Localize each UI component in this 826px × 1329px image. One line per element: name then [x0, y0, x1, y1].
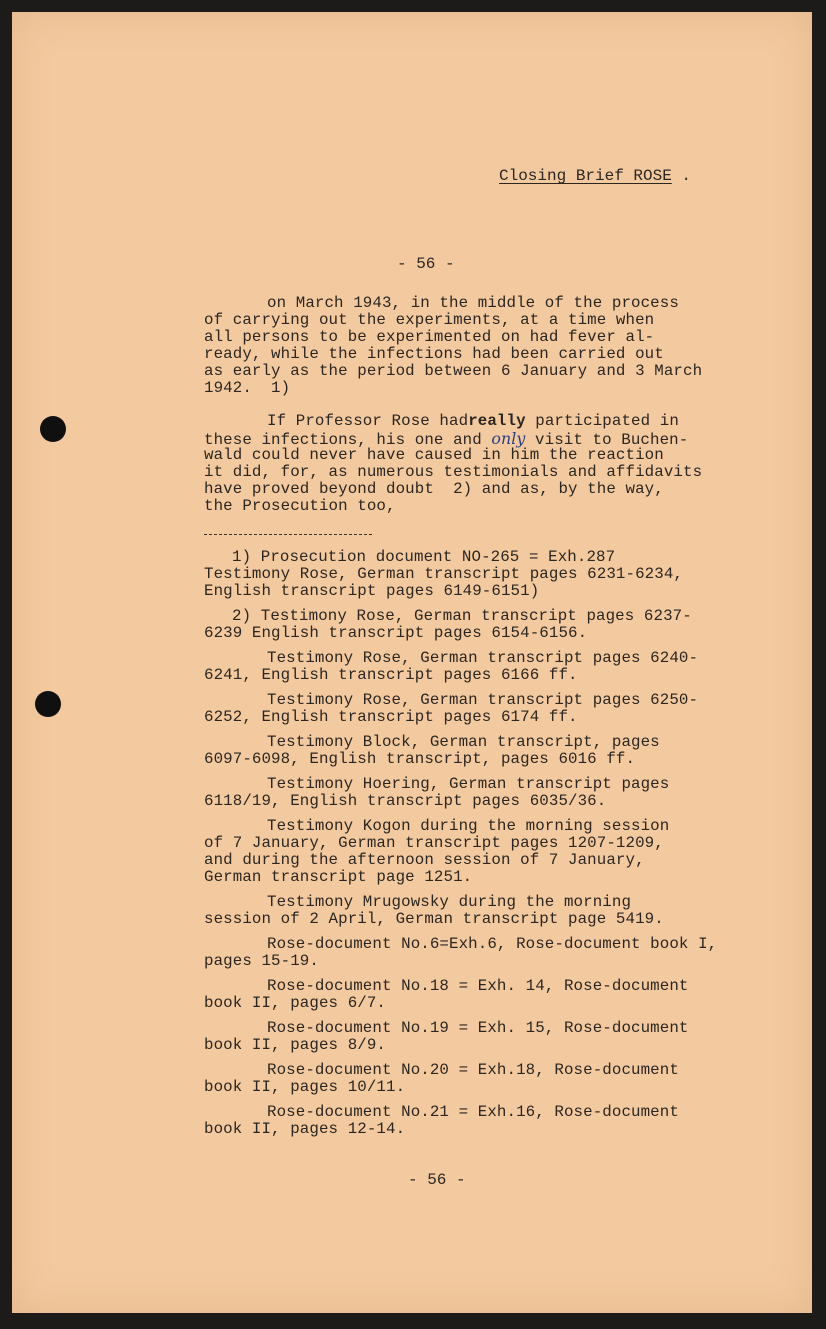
footnote-line: 6252, English transcript pages 6174 ff. — [204, 708, 578, 726]
footnote-line: Testimony Rose, German transcript pages 6231-6234, — [204, 565, 683, 583]
typed-insertion: really — [468, 412, 526, 430]
footnote-line: of 7 January, German transcript pages 1207-1209, — [204, 834, 664, 852]
footnote-line: book II, pages 6/7. — [204, 994, 387, 1012]
punch-hole — [40, 416, 66, 442]
body-line: If Professor Rose hadreally participated in — [267, 412, 679, 430]
footnote-line: book II, pages 8/9. — [204, 1036, 387, 1054]
punch-hole — [35, 691, 61, 717]
footnote-line: Rose-document No.18 = Exh. 14, Rose-document — [267, 977, 689, 995]
page-number-top: - 56 - — [397, 255, 455, 273]
body-line: these infections, his one and only visit to Buchen- — [204, 429, 689, 449]
footnote-line: Rose-document No.20 = Exh.18, Rose-document — [267, 1061, 679, 1079]
body-line: wald could never have caused in him the reaction — [204, 446, 664, 464]
footnote-line: 2) Testimony Rose, German transcript pages 6237- — [232, 607, 692, 625]
body-line: the Prosecution too, — [204, 497, 396, 515]
header-title: Closing Brief ROSE . — [499, 167, 692, 185]
footnote-line: 6097-6098, English transcript, pages 6016 ff. — [204, 750, 636, 768]
footnote-line: Rose-document No.19 = Exh. 15, Rose-document — [267, 1019, 689, 1037]
footnote-line: book II, pages 10/11. — [204, 1078, 406, 1096]
footnote-line: Testimony Kogon during the morning session — [267, 817, 670, 835]
footnote-line: 6239 English transcript pages 6154-6156. — [204, 624, 588, 642]
footnote-divider — [204, 534, 372, 535]
footnote-line: book II, pages 12-14. — [204, 1120, 406, 1138]
page-number-bottom: - 56 - — [408, 1171, 466, 1189]
footnote-line: Testimony Rose, German transcript pages 6240- — [267, 649, 699, 667]
footnote-line: Testimony Rose, German transcript pages 6250- — [267, 691, 699, 709]
body-line: it did, for, as numerous testimonials and affidavits — [204, 463, 703, 481]
footnote-line: and during the afternoon session of 7 January, — [204, 851, 645, 869]
footnote-line: German transcript page 1251. — [204, 868, 473, 886]
body-line: ready, while the infections had been carried out — [204, 345, 664, 363]
document-page — [12, 12, 812, 1313]
body-line: 1942. 1) — [204, 379, 291, 397]
body-line: on March 1943, in the middle of the process — [267, 294, 679, 312]
footnote-line: session of 2 April, German transcript page 5419. — [204, 910, 664, 928]
footnote-line: pages 15-19. — [204, 952, 319, 970]
footnote-line: Testimony Hoering, German transcript pages — [267, 775, 670, 793]
body-line: of carrying out the experiments, at a time when — [204, 311, 655, 329]
footnote-line: Testimony Mrugowsky during the morning — [267, 893, 632, 911]
body-line: have proved beyond doubt 2) and as, by the way, — [204, 480, 664, 498]
body-line: all persons to be experimented on had fever al- — [204, 328, 655, 346]
handwritten-insertion: only — [491, 429, 526, 448]
footnote-line: Testimony Block, German transcript, pages — [267, 733, 660, 751]
footnote-line: 6241, English transcript pages 6166 ff. — [204, 666, 578, 684]
footnote-line: 6118/19, English transcript pages 6035/36. — [204, 792, 607, 810]
footnote-line: 1) Prosecution document NO-265 = Exh.287 — [232, 548, 616, 566]
footnote-line: English transcript pages 6149-6151) — [204, 582, 540, 600]
footnote-line: Rose-document No.6=Exh.6, Rose-document book I, — [267, 935, 718, 953]
footnote-line: Rose-document No.21 = Exh.16, Rose-document — [267, 1103, 679, 1121]
body-line: as early as the period between 6 January and 3 March — [204, 362, 703, 380]
